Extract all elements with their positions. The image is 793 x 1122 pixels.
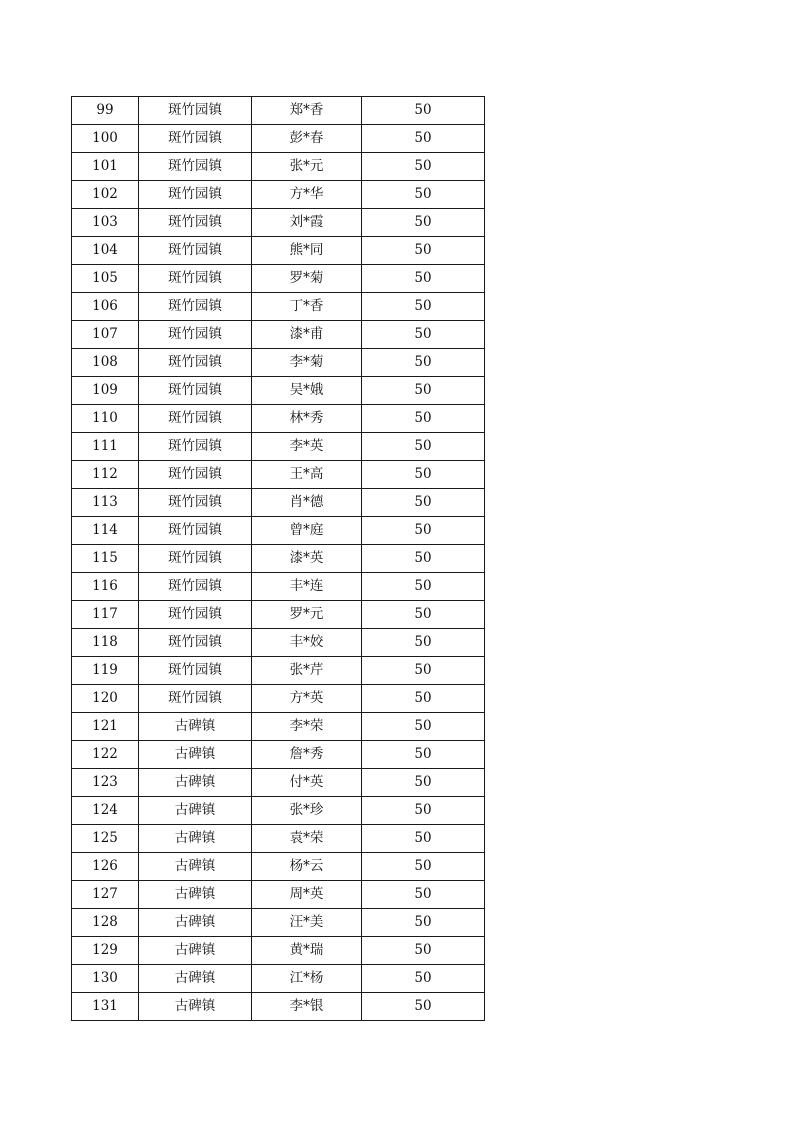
town-cell: 古碑镇 [139, 713, 252, 741]
row-number-cell: 105 [72, 265, 139, 293]
name-cell: 漆*甫 [252, 321, 362, 349]
table-row [72, 713, 485, 741]
amount-cell: 50 [362, 629, 485, 657]
row-number-cell: 120 [72, 685, 139, 713]
name-cell: 肖*德 [252, 489, 362, 517]
town-cell: 斑竹园镇 [139, 97, 252, 125]
name-cell: 张*芹 [252, 657, 362, 685]
name-cell: 方*华 [252, 181, 362, 209]
table-row [72, 349, 485, 377]
row-number-cell: 123 [72, 769, 139, 797]
amount-cell: 50 [362, 993, 485, 1021]
name-cell: 罗*元 [252, 601, 362, 629]
amount-cell: 50 [362, 265, 485, 293]
table-row [72, 741, 485, 769]
table-row [72, 517, 485, 545]
town-cell: 古碑镇 [139, 909, 252, 937]
amount-cell: 50 [362, 349, 485, 377]
amount-cell: 50 [362, 797, 485, 825]
amount-cell: 50 [362, 657, 485, 685]
row-number-cell: 131 [72, 993, 139, 1021]
amount-cell: 50 [362, 909, 485, 937]
row-number-cell: 116 [72, 573, 139, 601]
table-row [72, 629, 485, 657]
amount-cell: 50 [362, 125, 485, 153]
table-row [72, 909, 485, 937]
row-number-cell: 127 [72, 881, 139, 909]
row-number-cell: 129 [72, 937, 139, 965]
table-row [72, 993, 485, 1021]
town-cell: 斑竹园镇 [139, 489, 252, 517]
row-number-cell: 104 [72, 237, 139, 265]
row-number-cell: 108 [72, 349, 139, 377]
name-cell: 丰*姣 [252, 629, 362, 657]
row-number-cell: 122 [72, 741, 139, 769]
town-cell: 古碑镇 [139, 853, 252, 881]
name-cell: 张*元 [252, 153, 362, 181]
town-cell: 斑竹园镇 [139, 545, 252, 573]
amount-cell: 50 [362, 461, 485, 489]
table-row [72, 153, 485, 181]
name-cell: 李*荣 [252, 713, 362, 741]
name-cell: 丰*连 [252, 573, 362, 601]
name-cell: 张*珍 [252, 797, 362, 825]
amount-cell: 50 [362, 321, 485, 349]
row-number-cell: 113 [72, 489, 139, 517]
table-row [72, 461, 485, 489]
table-row [72, 545, 485, 573]
table-row [72, 937, 485, 965]
table-row [72, 769, 485, 797]
table-row [72, 293, 485, 321]
name-cell: 罗*菊 [252, 265, 362, 293]
row-number-cell: 115 [72, 545, 139, 573]
town-cell: 古碑镇 [139, 965, 252, 993]
town-cell: 斑竹园镇 [139, 125, 252, 153]
amount-cell: 50 [362, 825, 485, 853]
town-cell: 斑竹园镇 [139, 601, 252, 629]
row-number-cell: 124 [72, 797, 139, 825]
name-cell: 漆*英 [252, 545, 362, 573]
row-number-cell: 103 [72, 209, 139, 237]
name-cell: 江*杨 [252, 965, 362, 993]
name-cell: 刘*霞 [252, 209, 362, 237]
table-row [72, 377, 485, 405]
name-cell: 方*英 [252, 685, 362, 713]
table-row [72, 97, 485, 125]
row-number-cell: 99 [72, 97, 139, 125]
amount-cell: 50 [362, 881, 485, 909]
table-row [72, 209, 485, 237]
records-table [71, 96, 485, 1021]
name-cell: 李*英 [252, 433, 362, 461]
town-cell: 古碑镇 [139, 825, 252, 853]
row-number-cell: 111 [72, 433, 139, 461]
row-number-cell: 117 [72, 601, 139, 629]
table-row [72, 125, 485, 153]
town-cell: 斑竹园镇 [139, 181, 252, 209]
town-cell: 斑竹园镇 [139, 209, 252, 237]
town-cell: 斑竹园镇 [139, 685, 252, 713]
name-cell: 杨*云 [252, 853, 362, 881]
name-cell: 曾*庭 [252, 517, 362, 545]
row-number-cell: 119 [72, 657, 139, 685]
town-cell: 斑竹园镇 [139, 293, 252, 321]
name-cell: 郑*香 [252, 97, 362, 125]
row-number-cell: 128 [72, 909, 139, 937]
amount-cell: 50 [362, 517, 485, 545]
town-cell: 斑竹园镇 [139, 321, 252, 349]
row-number-cell: 110 [72, 405, 139, 433]
row-number-cell: 101 [72, 153, 139, 181]
row-number-cell: 118 [72, 629, 139, 657]
table-row [72, 601, 485, 629]
amount-cell: 50 [362, 405, 485, 433]
row-number-cell: 107 [72, 321, 139, 349]
table-row [72, 321, 485, 349]
name-cell: 詹*秀 [252, 741, 362, 769]
name-cell: 吴*娥 [252, 377, 362, 405]
name-cell: 丁*香 [252, 293, 362, 321]
table-row [72, 797, 485, 825]
name-cell: 李*菊 [252, 349, 362, 377]
amount-cell: 50 [362, 377, 485, 405]
name-cell: 彭*春 [252, 125, 362, 153]
amount-cell: 50 [362, 965, 485, 993]
table-row [72, 265, 485, 293]
row-number-cell: 109 [72, 377, 139, 405]
name-cell: 熊*同 [252, 237, 362, 265]
table-row [72, 181, 485, 209]
row-number-cell: 102 [72, 181, 139, 209]
town-cell: 斑竹园镇 [139, 461, 252, 489]
amount-cell: 50 [362, 573, 485, 601]
town-cell: 古碑镇 [139, 769, 252, 797]
row-number-cell: 114 [72, 517, 139, 545]
town-cell: 斑竹园镇 [139, 657, 252, 685]
name-cell: 林*秀 [252, 405, 362, 433]
name-cell: 袁*荣 [252, 825, 362, 853]
town-cell: 古碑镇 [139, 937, 252, 965]
table-row [72, 965, 485, 993]
town-cell: 古碑镇 [139, 993, 252, 1021]
table-row [72, 573, 485, 601]
table-row [72, 489, 485, 517]
amount-cell: 50 [362, 181, 485, 209]
amount-cell: 50 [362, 685, 485, 713]
amount-cell: 50 [362, 237, 485, 265]
amount-cell: 50 [362, 769, 485, 797]
row-number-cell: 106 [72, 293, 139, 321]
records-table-body [72, 97, 485, 1021]
town-cell: 古碑镇 [139, 881, 252, 909]
name-cell: 周*英 [252, 881, 362, 909]
town-cell: 斑竹园镇 [139, 237, 252, 265]
row-number-cell: 121 [72, 713, 139, 741]
name-cell: 王*高 [252, 461, 362, 489]
amount-cell: 50 [362, 153, 485, 181]
name-cell: 汪*美 [252, 909, 362, 937]
table-row [72, 433, 485, 461]
table-row [72, 237, 485, 265]
amount-cell: 50 [362, 293, 485, 321]
town-cell: 斑竹园镇 [139, 153, 252, 181]
amount-cell: 50 [362, 97, 485, 125]
row-number-cell: 100 [72, 125, 139, 153]
table-row [72, 657, 485, 685]
town-cell: 斑竹园镇 [139, 265, 252, 293]
name-cell: 黄*瑞 [252, 937, 362, 965]
amount-cell: 50 [362, 713, 485, 741]
row-number-cell: 125 [72, 825, 139, 853]
row-number-cell: 130 [72, 965, 139, 993]
table-row [72, 853, 485, 881]
town-cell: 斑竹园镇 [139, 377, 252, 405]
table-row [72, 825, 485, 853]
amount-cell: 50 [362, 853, 485, 881]
town-cell: 斑竹园镇 [139, 517, 252, 545]
town-cell: 斑竹园镇 [139, 433, 252, 461]
town-cell: 古碑镇 [139, 797, 252, 825]
row-number-cell: 112 [72, 461, 139, 489]
amount-cell: 50 [362, 433, 485, 461]
amount-cell: 50 [362, 741, 485, 769]
town-cell: 古碑镇 [139, 741, 252, 769]
table-row [72, 881, 485, 909]
town-cell: 斑竹园镇 [139, 405, 252, 433]
town-cell: 斑竹园镇 [139, 349, 252, 377]
name-cell: 李*银 [252, 993, 362, 1021]
name-cell: 付*英 [252, 769, 362, 797]
table-row [72, 685, 485, 713]
row-number-cell: 126 [72, 853, 139, 881]
table-row [72, 405, 485, 433]
amount-cell: 50 [362, 209, 485, 237]
amount-cell: 50 [362, 545, 485, 573]
town-cell: 斑竹园镇 [139, 629, 252, 657]
amount-cell: 50 [362, 601, 485, 629]
town-cell: 斑竹园镇 [139, 573, 252, 601]
amount-cell: 50 [362, 489, 485, 517]
amount-cell: 50 [362, 937, 485, 965]
